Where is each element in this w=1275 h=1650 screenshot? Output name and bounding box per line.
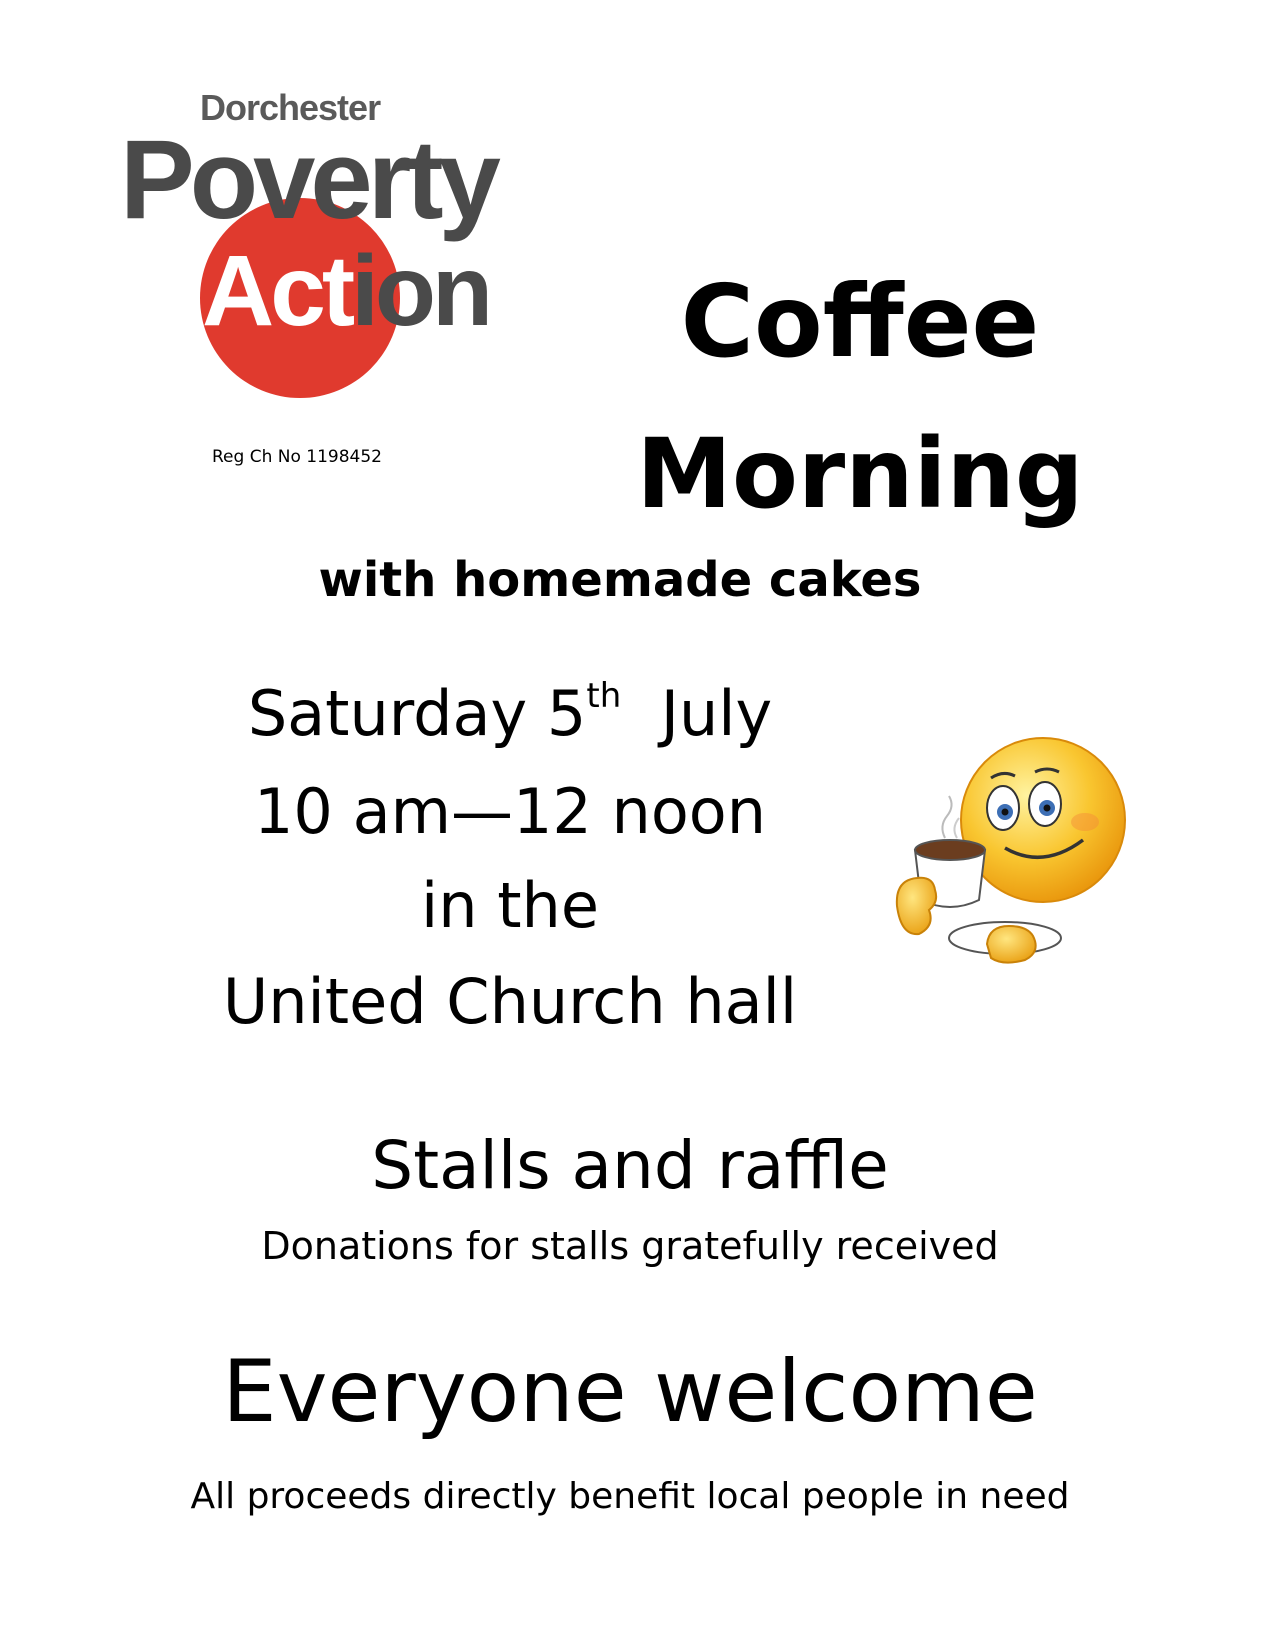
event-time: 10 am—12 noon (253, 775, 767, 848)
event-location-prefix: in the (421, 869, 599, 942)
logo-action-text (202, 236, 489, 346)
smiley-face (961, 738, 1125, 902)
headline-coffee: Coffee (680, 263, 1040, 380)
event-date-day: Saturday 5 (247, 677, 587, 750)
event-date (180, 676, 840, 752)
left-hand (897, 878, 936, 934)
subtitle-cakes: with homemade cakes (318, 552, 922, 608)
stalls-title: Stalls and raffle (371, 1127, 889, 1204)
event-date-month: July (660, 677, 773, 750)
logo-action-part-a: Act (202, 235, 352, 347)
donations-note: Donations for stalls gratefully received (261, 1224, 999, 1268)
welcome-title: Everyone welcome (222, 1342, 1038, 1442)
headline-morning: Morning (636, 418, 1084, 530)
event-date-suffix: th (586, 676, 622, 716)
logo-action-part-b: ion (351, 235, 490, 347)
event-location: United Church hall (222, 965, 798, 1038)
proceeds-note: All proceeds directly benefit local people in need (190, 1476, 1070, 1517)
logo-poverty-text: Poverty (120, 117, 496, 242)
smiley-coffee-icon (895, 730, 1175, 1000)
charity-logo (120, 88, 570, 408)
right-hand (987, 926, 1036, 963)
logo-dorchester-text: Dorchester (200, 87, 381, 128)
registration-number: Reg Ch No 1198452 (212, 447, 382, 467)
